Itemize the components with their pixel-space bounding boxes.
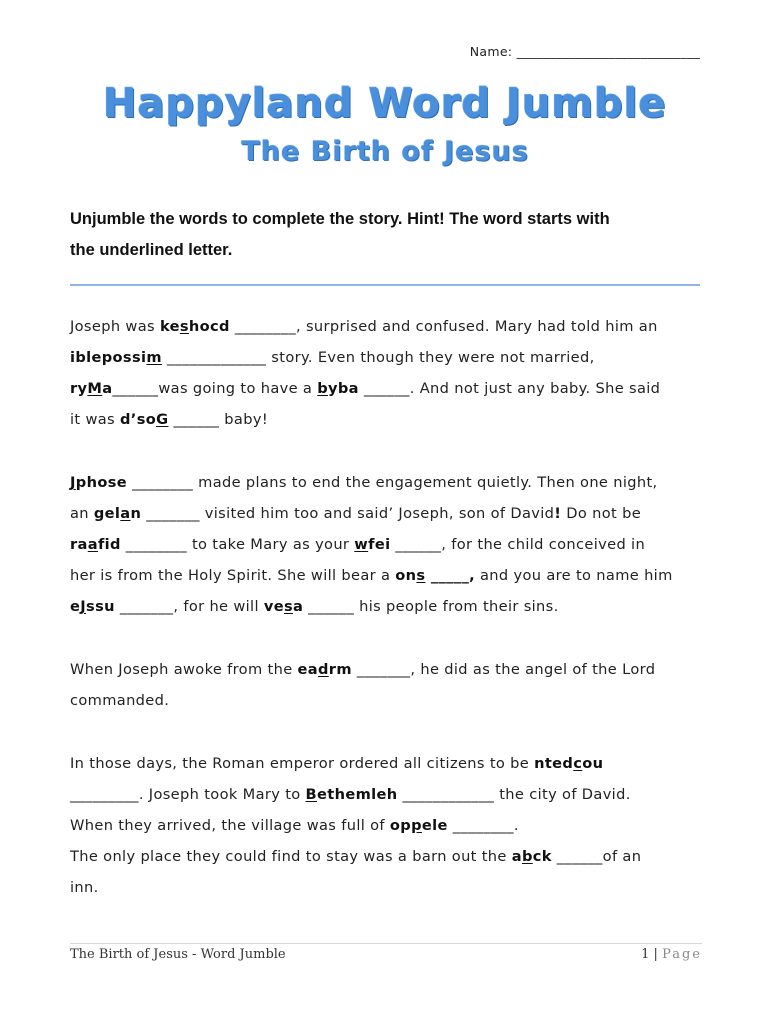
page-separator: |	[649, 947, 663, 962]
jumbled-word: gelan	[93, 505, 142, 522]
jumbled-word: ntedcou	[534, 755, 604, 772]
story-text: ________ made plans to end the engagement quietly. Then one night,	[126, 474, 658, 491]
story-line	[70, 748, 710, 779]
story-paragraph-1	[70, 311, 710, 435]
story-text: it was	[70, 411, 120, 428]
footer-title: The Birth of Jesus - Word Jumble	[70, 947, 286, 962]
story-line	[70, 654, 710, 685]
story-text: commanded.	[70, 692, 170, 709]
story-paragraph-3	[70, 654, 710, 716]
story-text: and you are to name him	[474, 567, 673, 584]
instructions-line-2: the underlined letter.	[70, 241, 233, 259]
story-text: her is from the Holy Spirit. She will bear a	[70, 567, 396, 584]
story-text: Joseph was	[70, 318, 160, 335]
jumbled-word: ons _____,	[395, 567, 475, 584]
jumbled-word: vesa	[263, 598, 304, 615]
story-text: ______. And not just any baby. She said	[358, 380, 661, 397]
story-text: ______was going to have a	[112, 380, 318, 397]
story-line	[70, 810, 710, 841]
instructions	[70, 204, 702, 266]
story-text: ______of an	[551, 848, 642, 865]
jumbled-word: Bethemleh	[305, 786, 398, 803]
story-text: In those days, the Roman emperor ordered all citizens to be	[70, 755, 535, 772]
story-line	[70, 342, 710, 373]
jumbled-word: wfei	[354, 536, 391, 553]
story-paragraph-2	[70, 467, 710, 622]
page-label: Page	[662, 947, 702, 962]
exclamation-mark: !	[554, 505, 562, 522]
story-text: _________. Joseph took Mary to	[70, 786, 306, 803]
jumbled-word: raafid	[70, 536, 121, 553]
jumbled-word: eadrm	[297, 661, 352, 678]
story-text: ________, surprised and confused. Mary had told him an	[229, 318, 658, 335]
jumbled-word: oppele	[389, 817, 448, 834]
page-number: 1	[641, 947, 650, 962]
story-text: _______ visited him too and said’ Joseph, son of David	[141, 505, 555, 522]
story-text: _____________ story. Even though they were not married,	[161, 349, 595, 366]
story-line	[70, 404, 710, 435]
instructions-line-1: Unjumble the words to complete the story. Hint! The word starts with	[70, 210, 610, 228]
story-text: inn.	[70, 879, 99, 896]
footer-rule	[70, 943, 702, 944]
story-line	[70, 560, 710, 591]
page-title: Happyland Word Jumble	[103, 81, 667, 127]
story-text: When Joseph awoke from the	[70, 661, 298, 678]
story-text: ________.	[447, 817, 519, 834]
story-text: The only place they could find to stay was a barn out the	[70, 848, 512, 865]
jumbled-word: iblepossim	[70, 349, 162, 366]
story-line	[70, 872, 710, 903]
jumbled-word: Jphose	[70, 474, 127, 491]
story-line	[70, 841, 710, 872]
story-line	[70, 591, 710, 622]
story-text: an	[70, 505, 94, 522]
footer-page	[560, 947, 702, 962]
story-text: When they arrived, the village was full of	[70, 817, 390, 834]
story-text: _______, he did as the angel of the Lord	[351, 661, 656, 678]
story-text: ______, for the child conceived in	[390, 536, 646, 553]
story-text: ________ to take Mary as your	[120, 536, 355, 553]
story-line	[70, 685, 710, 716]
jumbled-word: keshocd	[159, 318, 230, 335]
story-text: ______ his people from their sins.	[303, 598, 559, 615]
story-line	[70, 467, 710, 498]
page-subtitle: The Birth of Jesus	[241, 136, 529, 167]
story-line	[70, 498, 710, 529]
story-line	[70, 779, 710, 810]
jumbled-word: ryMa	[70, 380, 113, 397]
name-field-label: Name: ____________________________	[469, 44, 700, 59]
story-paragraph-4	[70, 748, 710, 903]
story-text: Do not be	[561, 505, 642, 522]
story-text: ____________ the city of David.	[397, 786, 631, 803]
jumbled-word: abck	[511, 848, 552, 865]
jumbled-word: byba	[317, 380, 359, 397]
story-line	[70, 311, 710, 342]
divider-rule	[70, 284, 700, 286]
story-line	[70, 529, 710, 560]
story-text: ______ baby!	[168, 411, 269, 428]
story-text: _______, for he will	[114, 598, 264, 615]
jumbled-word: d’soG	[120, 411, 169, 428]
jumbled-word: eJssu	[70, 598, 115, 615]
story-line	[70, 373, 710, 404]
